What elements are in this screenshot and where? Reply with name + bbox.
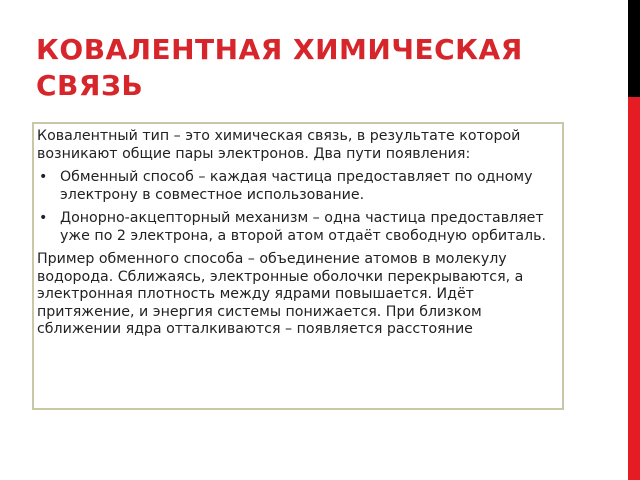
example-paragraph: Пример обменного способа – объединение атомов в молекулу водорода. Сближаясь, электронные оболочки перекрываются, а электронная плотность между ядрами повышается. Идёт притяжение, и энергия системы понижается. При близком сближении ядра отталкиваются – появляется расстояние <box>37 251 524 337</box>
bullet-icon: • <box>39 210 48 226</box>
slide-title: КОВАЛЕНТНАЯ ХИМИЧЕСКАЯ СВЯЗЬ <box>36 33 523 102</box>
content-box <box>32 122 564 410</box>
bullet-list <box>37 169 556 245</box>
list-item <box>37 210 556 245</box>
intro-text: Ковалентный тип – это химическая связь, в результате которой возникают общие пары электронов. Два пути появления: <box>37 128 521 162</box>
list-item-text: Донорно-акцепторный механизм – одна частица предоставляет уже по 2 электрона, а второй атом отдаёт свободную орбиталь. <box>60 210 546 244</box>
side-accent-bar <box>628 0 640 480</box>
bullet-icon: • <box>39 169 48 185</box>
list-item-text: Обменный способ – каждая частица предоставляет по одному электрону в совместное использование. <box>60 169 533 203</box>
list-item <box>37 169 556 204</box>
side-accent-black <box>628 0 640 97</box>
side-accent-red <box>628 97 640 480</box>
